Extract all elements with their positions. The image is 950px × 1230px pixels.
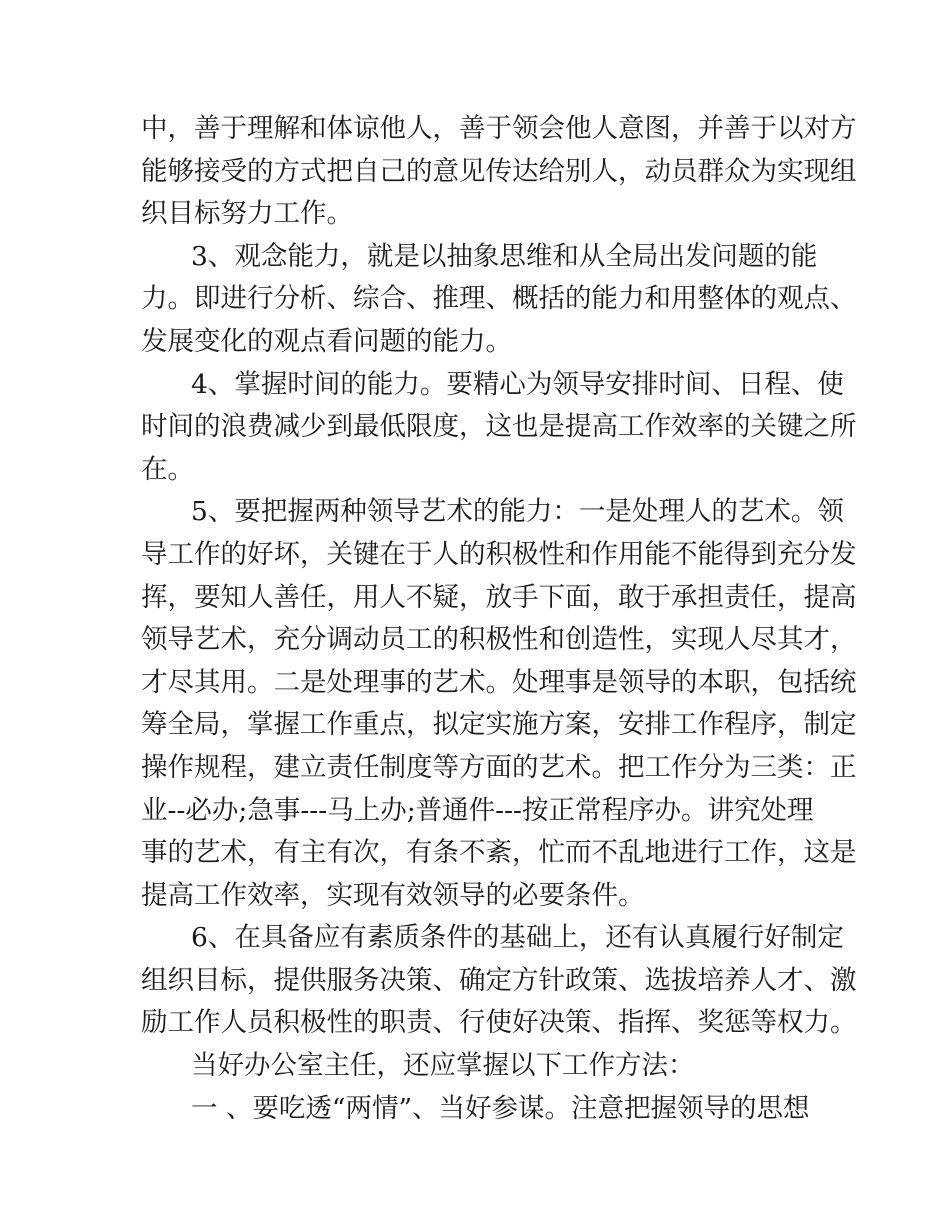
- text-line: 6、在具备应有素质条件的基础上，还有认真履行好制定: [191, 922, 844, 954]
- text-line: 提高工作效率，实现有效领导的必要条件。: [141, 879, 645, 911]
- text-line: 织目标努力工作。: [141, 198, 353, 230]
- text-line: 4、掌握时间的能力。要精心为领导安排时间、日程、使: [191, 368, 844, 400]
- text-line: 能够接受的方式把自己的意见传达给别人，动员群众为实现组: [141, 155, 857, 187]
- text-line: 中，善于理解和体谅他人，善于领会他人意图，并善于以对方: [141, 113, 857, 144]
- text-line: 导工作的好坏，关键在于人的积极性和作用能不能得到充分发: [141, 538, 857, 570]
- text-line: 力。即进行分析、综合、推理、概括的能力和用整体的观点、: [141, 283, 857, 315]
- text-line: 3、观念能力，就是以抽象思维和从全局出发问题的能: [191, 240, 818, 272]
- text-line: 事的艺术，有主有次，有条不紊，忙而不乱地进行工作，这是: [141, 837, 857, 869]
- text-line: 才尽其用。二是处理事的艺术。处理事是领导的本职，包括统: [141, 666, 857, 698]
- text-line: 一 、要吃透“两情”、当好参谋。注意把握领导的思想: [191, 1092, 810, 1124]
- text-line: 领导艺术，充分调动员工的积极性和创造性，实现人尽其才，: [141, 624, 857, 656]
- text-line: 筹全局，掌握工作重点，拟定实施方案，安排工作程序，制定: [141, 709, 857, 741]
- text-line: 组织目标，提供服务决策、确定方针政策、选拔培养人才、激: [141, 964, 857, 996]
- text-line: 在。: [141, 453, 194, 485]
- text-line: 时间的浪费减少到最低限度，这也是提高工作效率的关键之所: [141, 411, 857, 443]
- text-line: 当好办公室主任，还应掌握以下工作方法：: [191, 1050, 695, 1082]
- text-line: 操作规程，建立责任制度等方面的艺术。把工作分为三类：正: [141, 751, 857, 783]
- text-line: 挥，要知人善任，用人不疑，放手下面，敢于承担责任，提高: [141, 581, 857, 613]
- text-line: 业--必办;急事---马上办;普通件---按正常程序办。讲究处理: [141, 794, 814, 826]
- text-line: 励工作人员积极性的职责、行使好决策、指挥、奖惩等权力。: [141, 1007, 857, 1039]
- text-line: 发展变化的观点看问题的能力。: [141, 325, 512, 357]
- body-text: [141, 108, 857, 1130]
- text-line: 5、要把握两种领导艺术的能力：一是处理人的艺术。领: [191, 496, 844, 528]
